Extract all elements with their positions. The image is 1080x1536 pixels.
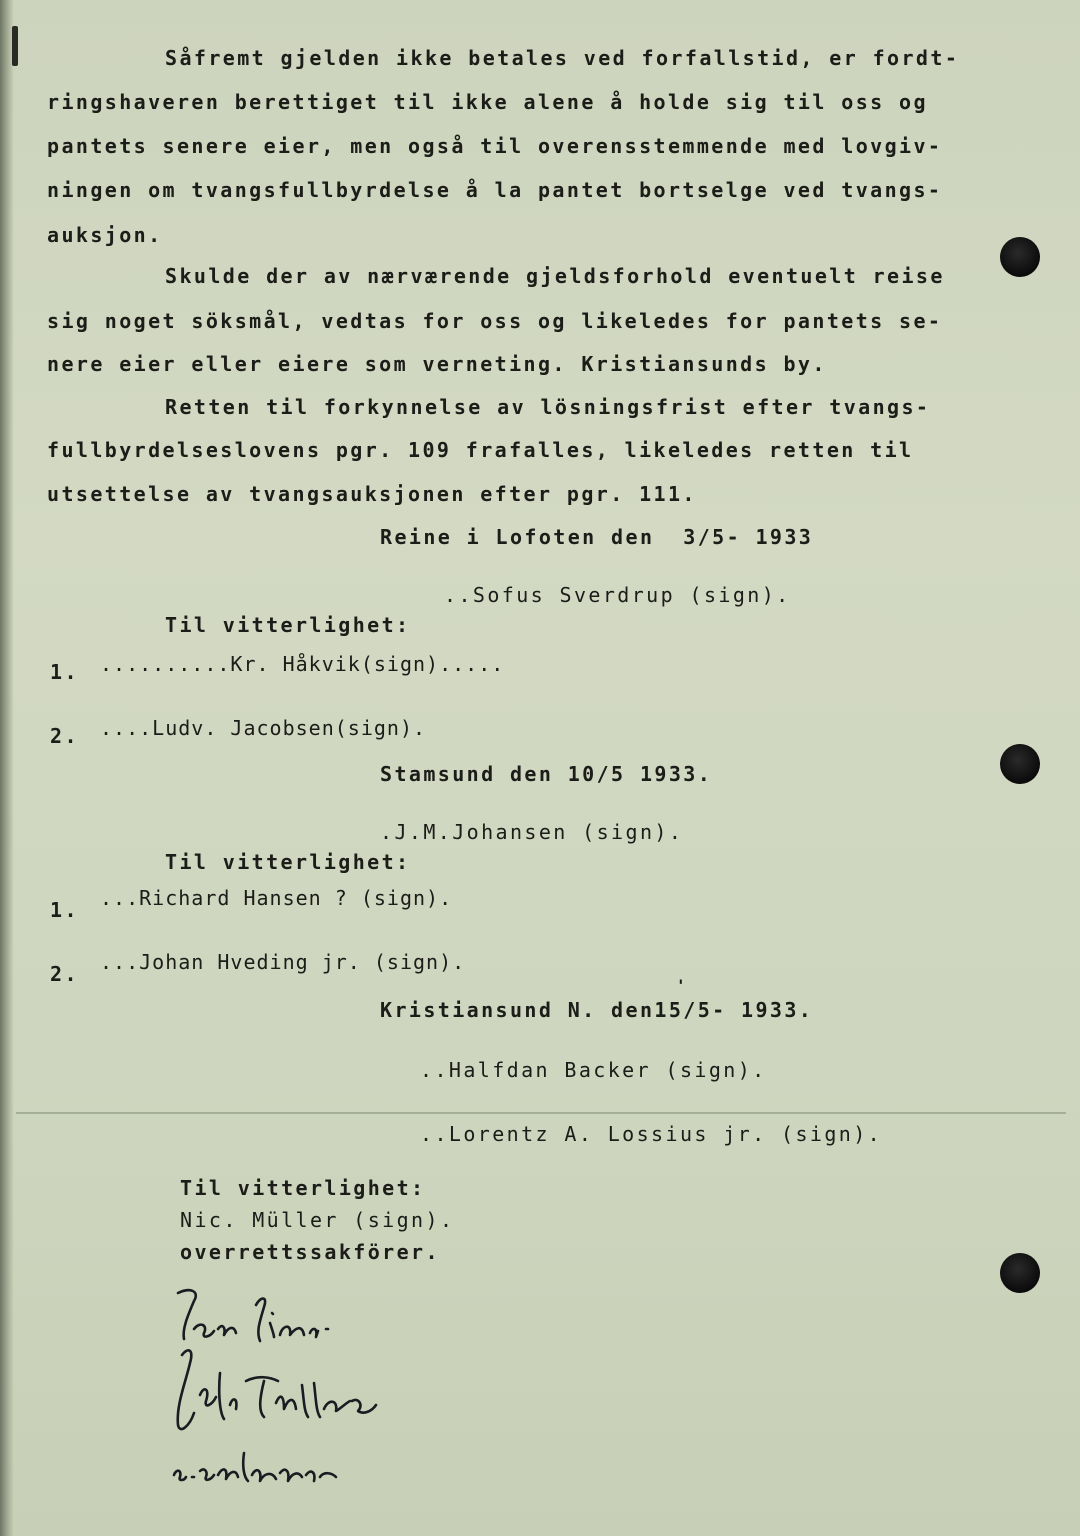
handwritten-certification-signature: [160, 1285, 400, 1495]
punch-hole-top: [1000, 237, 1040, 277]
witness-2-2-number: 2.: [50, 962, 79, 986]
signer-sofus-sverdrup: ..Sofus Sverdrup (sign).: [444, 583, 791, 607]
witness-title-overrettssakforer: overrettssakförer.: [180, 1240, 440, 1264]
margin-tick-mark: ': [676, 976, 686, 995]
binding-mark: [12, 26, 18, 66]
para2-line-3: nere eier eller eiere som verneting. Kristiansunds by.: [47, 352, 827, 376]
witness-1-2-number: 2.: [50, 724, 79, 748]
para1-line-5: auksjon.: [47, 223, 163, 247]
witness-1-1-number: 1.: [50, 660, 79, 684]
signer-jm-johansen: .J.M.Johansen (sign).: [380, 820, 684, 844]
para1-line-3: pantets senere eier, men også til overensstemmende med lovgiv-: [47, 134, 943, 158]
witness-ludv-jacobsen: ....Ludv. Jacobsen(sign).: [100, 716, 427, 740]
para2-line-1: Skulde der av nærværende gjeldsforhold eventuelt reise: [165, 264, 945, 288]
witness-kr-hakvik: ..........Kr. Håkvik(sign).....: [100, 652, 505, 676]
paper-fold-line: [16, 1112, 1066, 1114]
para3-line-2: fullbyrdelseslovens pgr. 109 frafalles, likeledes retten til: [47, 438, 914, 462]
signer-halfdan-backer: ..Halfdan Backer (sign).: [420, 1058, 767, 1082]
witness-heading-1: Til vitterlighet:: [165, 613, 411, 637]
para3-line-1: Retten til forkynnelse av lösningsfrist efter tvangs-: [165, 395, 931, 419]
para2-line-2: sig noget söksmål, vedtas for oss og likeledes for pantets se-: [47, 309, 943, 333]
para1-line-1: Såfremt gjelden ikke betales ved forfallstid, er fordt-: [165, 46, 960, 70]
witness-heading-3: Til vitterlighet:: [180, 1176, 426, 1200]
para3-line-3: utsettelse av tvangsauksjonen efter pgr. 111.: [47, 482, 697, 506]
punch-hole-bottom: [1000, 1253, 1040, 1293]
signer-lorentz-lossius: ..Lorentz A. Lossius jr. (sign).: [420, 1122, 883, 1146]
witness-johan-hveding: ...Johan Hveding jr. (sign).: [100, 950, 466, 974]
witness-2-1-number: 1.: [50, 898, 79, 922]
para1-line-2: ringshaveren berettiget til ikke alene å holde sig til oss og: [47, 90, 928, 114]
witness-richard-hansen: ...Richard Hansen ? (sign).: [100, 886, 453, 910]
para1-line-4: ningen om tvangsfullbyrdelse å la pantet bortselge ved tvangs-: [47, 178, 943, 202]
place-date-stamsund: Stamsund den 10/5 1933.: [380, 762, 713, 786]
place-date-kristiansund: Kristiansund N. den15/5- 1933.: [380, 998, 814, 1022]
place-date-reine: Reine i Lofoten den 3/5- 1933: [380, 525, 814, 549]
witness-nic-muller: Nic. Müller (sign).: [180, 1208, 455, 1232]
page-binding-edge: [0, 0, 14, 1536]
punch-hole-middle: [1000, 744, 1040, 784]
witness-heading-2: Til vitterlighet:: [165, 850, 411, 874]
